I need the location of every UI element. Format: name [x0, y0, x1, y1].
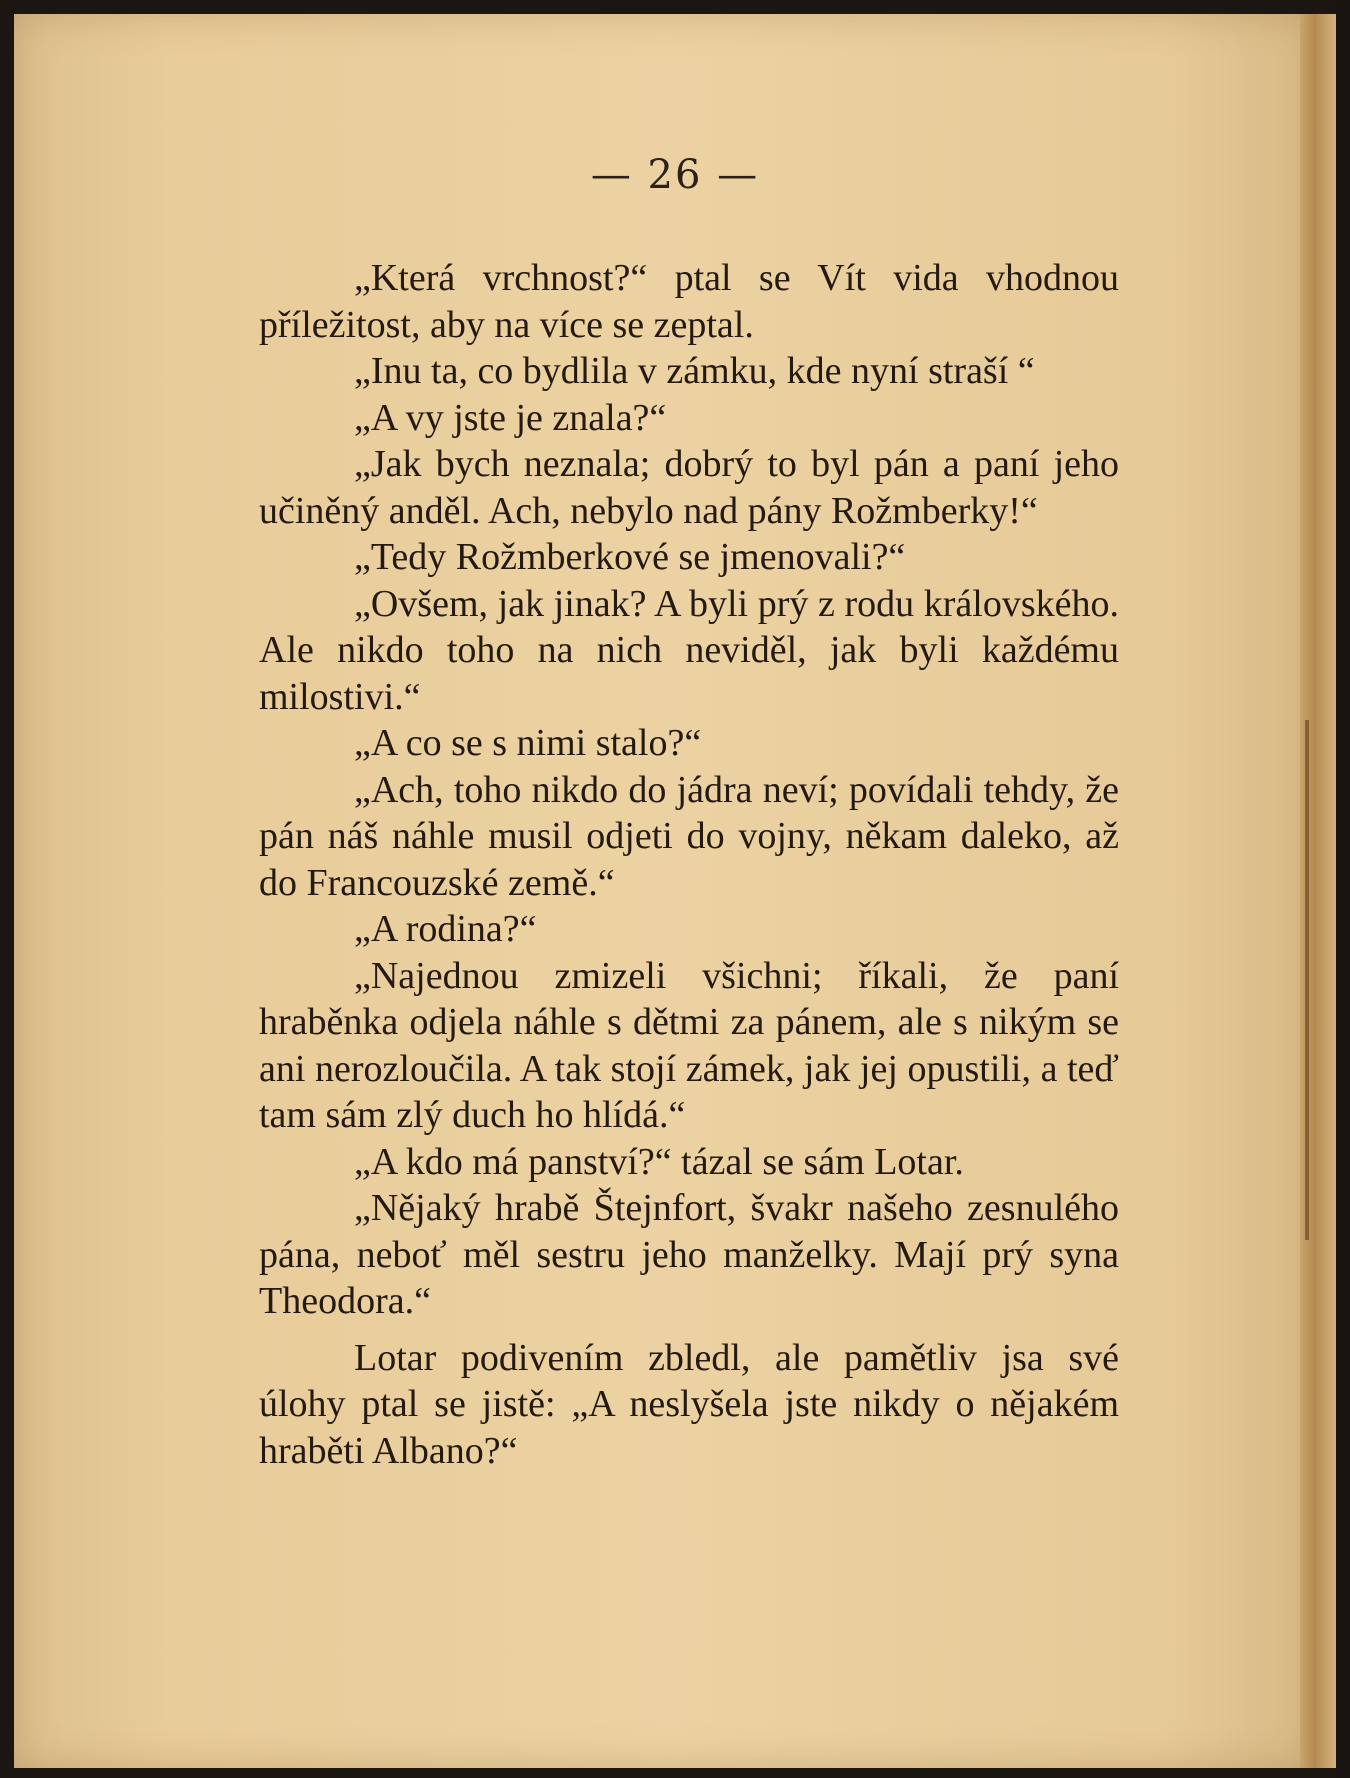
paragraph: Lotar podivením zbledl, ale pamětliv jsa své úlohy ptal se jistě: „A neslyšela jste nikdy o nějakém hraběti Albano?“ [259, 1336, 1119, 1472]
paragraph: „A co se s nimi stalo?“ [354, 722, 702, 764]
page-number: — 26 — [590, 152, 760, 198]
gutter-binding-line [1305, 720, 1309, 1240]
paragraph: „Ovšem, jak jinak? A byli prý z rodu královského. Ale nikdo toho na nich neviděl, jak byli každému milostivi.“ [259, 582, 1119, 718]
paragraph: „Ach, toho nikdo do jádra neví; povídali tehdy, že pán náš náhle musil odjeti do vojny, někam daleko, až do Francouzské země.“ [259, 768, 1119, 904]
paragraph: „A vy jste je znala?“ [354, 396, 667, 439]
paragraph: „Tedy Rožmberkové se jmenovali?“ [354, 536, 906, 578]
paragraph: „Inu ta, co bydlila v zámku, kde nyní straší “ [354, 350, 1035, 392]
page-text [259, 255, 1119, 1474]
paragraph: „Která vrchnost?“ ptal se Vít vida vhodnou příležitost, aby na více se zeptal. [259, 257, 1119, 346]
paragraph: „Jak bych neznala; dobrý to byl pán a paní jeho učiněný anděl. Ach, nebylo nad pány Rožmberky!“ [259, 443, 1119, 532]
paragraph: „A rodina?“ [354, 908, 537, 950]
scan-right-edge [1336, 0, 1350, 1778]
paragraph: „Najednou zmizeli všichni; říkali, že paní hraběnka odjela náhle s dětmi za pánem, ale s nikým se ani nerozloučila. A tak stojí zámek, jak jej opustili, a teď tam sám zlý duch ho hlídá.“ [259, 954, 1119, 1136]
paragraph: „A kdo má panství?“ tázal se sám Lotar. [354, 1140, 964, 1183]
paragraph: „Nějaký hrabě Štejnfort, švakr našeho zesnulého pána, neboť měl sestru jeho manželky. Mají prý syna Theodora.“ [259, 1187, 1119, 1322]
